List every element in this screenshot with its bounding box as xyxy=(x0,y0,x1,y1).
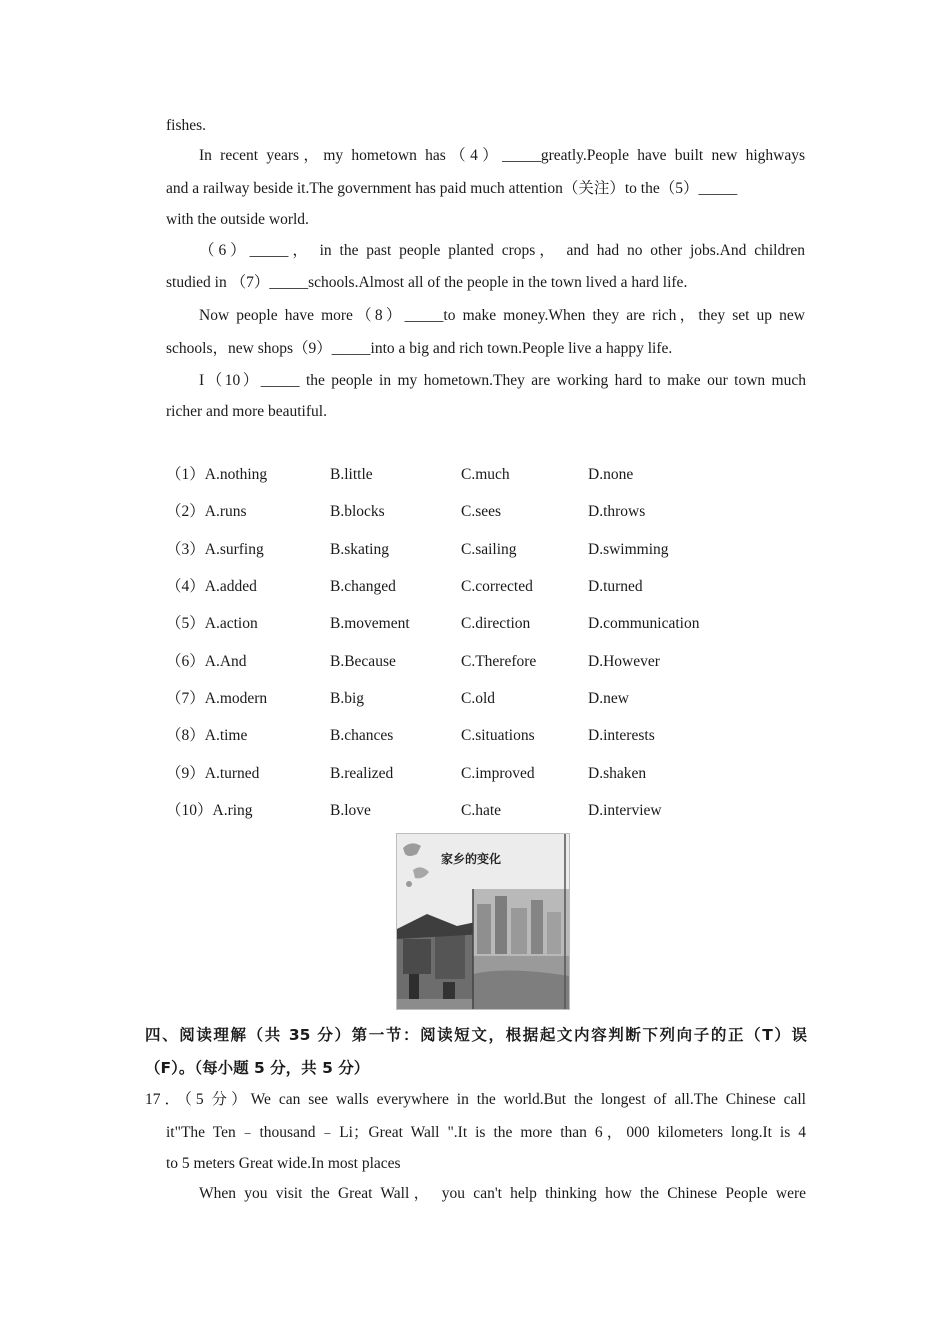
option-c: C.hate xyxy=(461,802,502,819)
hometown-change-image xyxy=(396,833,570,1010)
option-a: （8）A.time xyxy=(166,727,248,744)
section-heading-cont: （F）。（每小题 5 分，共 5 分） xyxy=(145,1059,370,1077)
passage-line: Now people have more（8）_____to make money.When they are rich，they set up new xyxy=(199,307,805,324)
passage-line: schools，new shops（9）_____into a big and rich town.People live a happy life. xyxy=(166,340,673,357)
option-a: （9）A.turned xyxy=(166,765,260,782)
passage-line: with the outside world. xyxy=(166,211,309,228)
passage-line: richer and more beautiful. xyxy=(166,403,327,420)
option-c: C.situations xyxy=(461,727,535,744)
option-c: C.corrected xyxy=(461,578,533,595)
option-c: C.sailing xyxy=(461,541,517,558)
option-c: C.much xyxy=(461,466,510,483)
option-b: B.skating xyxy=(330,541,389,558)
option-b: B.changed xyxy=(330,578,396,595)
question-17-line: it"The Ten﹣thousand﹣Li；Great Wall ".It is the more than 6，000 kilometers long.It is 4 xyxy=(166,1124,806,1141)
option-b: B.Because xyxy=(330,653,396,670)
option-d: D.interests xyxy=(588,727,655,744)
option-a: （3）A.surfing xyxy=(166,541,264,558)
option-d: D.However xyxy=(588,653,660,670)
option-d: D.throws xyxy=(588,503,646,520)
passage-line: In recent years，my hometown has（4）_____greatly.People have built new highways xyxy=(199,147,805,164)
option-a: （6）A.And xyxy=(166,653,247,670)
option-a: （10）A.ring xyxy=(166,802,253,819)
passage-line: and a railway beside it.The government has paid much attention（关注）to the（5）_____ xyxy=(166,180,738,197)
option-b: B.blocks xyxy=(330,503,385,520)
option-b: B.love xyxy=(330,802,371,819)
option-b: B.little xyxy=(330,466,373,483)
option-c: C.direction xyxy=(461,615,531,632)
option-d: D.shaken xyxy=(588,765,647,782)
passage-line: studied in （7）_____schools.Almost all of the people in the town lived a hard life. xyxy=(166,274,688,291)
passage-line: I（10）_____ the people in my hometown.They are working hard to make our town much xyxy=(199,372,806,389)
option-d: D.new xyxy=(588,690,629,707)
option-d: D.turned xyxy=(588,578,643,595)
figure-title: 家乡的变化 xyxy=(441,852,502,866)
passage-line: fishes. xyxy=(166,117,207,134)
option-d: D.swimming xyxy=(588,541,669,558)
option-a: （2）A.runs xyxy=(166,503,247,520)
option-d: D.communication xyxy=(588,615,700,632)
option-a: （4）A.added xyxy=(166,578,257,595)
option-a: （5）A.action xyxy=(166,615,258,632)
option-b: B.movement xyxy=(330,615,410,632)
option-c: C.improved xyxy=(461,765,535,782)
question-17-line: 17．（5 分）We can see walls everywhere in the world.But the longest of all.The Chinese call xyxy=(145,1091,806,1108)
question-17-line: When you visit the Great Wall， you can't help thinking how the Chinese People were xyxy=(199,1185,806,1202)
option-c: C.sees xyxy=(461,503,502,520)
passage-line: （6）_____， in the past people planted crops， and had no other jobs.And children xyxy=(199,242,805,259)
option-b: B.chances xyxy=(330,727,394,744)
option-c: C.Therefore xyxy=(461,653,537,670)
option-a: （7）A.modern xyxy=(166,690,268,707)
option-d: D.none xyxy=(588,466,634,483)
option-d: D.interview xyxy=(588,802,662,819)
option-b: B.big xyxy=(330,690,365,707)
option-c: C.old xyxy=(461,690,496,707)
option-a: （1）A.nothing xyxy=(166,466,268,483)
option-b: B.realized xyxy=(330,765,394,782)
question-17-line: to 5 meters Great wide.In most places xyxy=(166,1155,401,1172)
section-heading: 四、阅读理解（共 35 分）第一节：阅读短文，根据起文内容判断下列向子的正（T）误 xyxy=(145,1026,807,1044)
